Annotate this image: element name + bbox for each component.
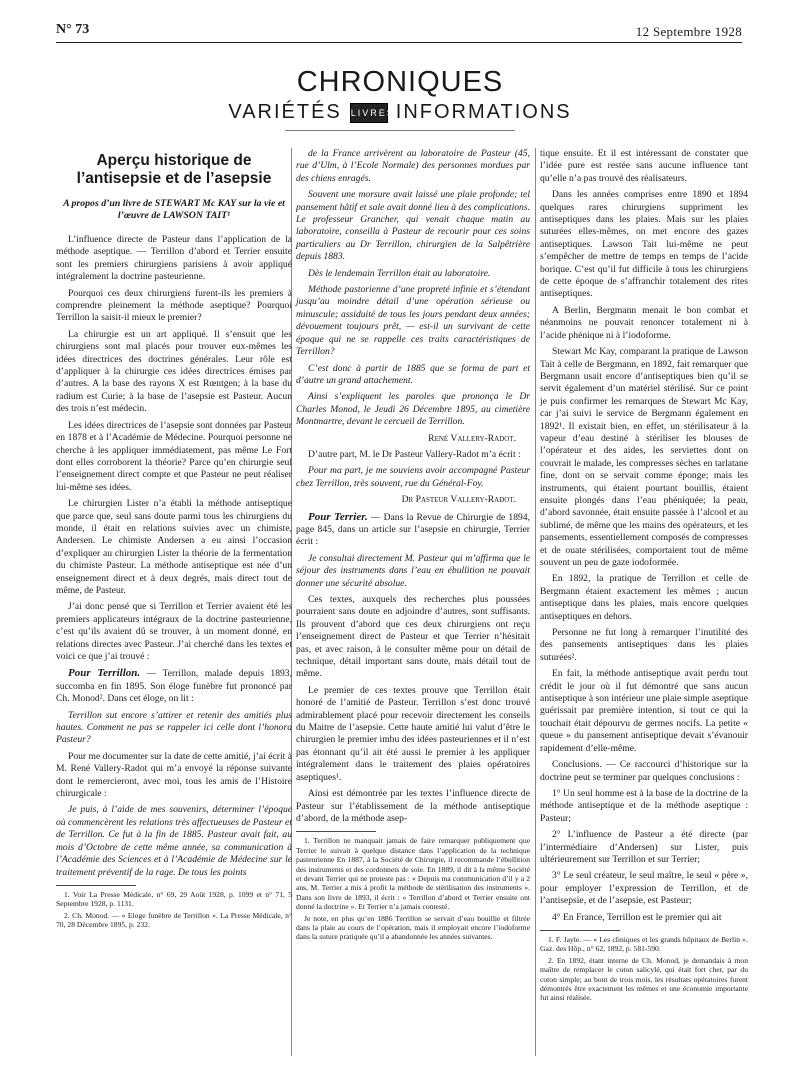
paragraph: En 1892, la pratique de Terrillon et celle de Bergmann étaient exactement les mêmes ; aucun antiseptique dans les plaies, mais encore quelques antiseptiques en dehors.	[540, 573, 748, 622]
paragraph: A Berlin, Bergmann menait le bon combat et néanmoins ne pouvait renoncer totalement ni à l’acide phénique ni à l’iodoforme.	[540, 304, 748, 341]
paragraph: Ces textes, auxquels des recherches plus poussées pourraient sans doute en adjoindre d’autres, sont suffisants. Ils prouvent d’abord que ces deux chirurgiens ont reçu l’enseignement direct de Pasteur et que Terrier n’hésitait pas, et avec raison, à le consulter même pour un détail de technique, détail important sans doute, mais détail tout de même.	[296, 594, 530, 680]
footnote: 1. Voir La Presse Médicale, n° 69, 29 Août 1928, p. 1099 et n° 71, 5 Septembre 1928, p. 1131.	[56, 889, 292, 909]
paragraph: Le chirurgien Lister n’a établi la méthode antiseptique que parce que, seul sans doute parmi tous les chirurgiens du monde, il était en relations suivies avec un chimiste, Andersen. Le chimiste Andersen a eu ainsi l’occasion d’expliquer au chirurgien Lister la théorie de la fermentation du chimiste Pasteur. La méthode antiseptique est née d’un enseignement direct et à deux degrés, mais direct tout de même, de Pasteur.	[56, 498, 292, 596]
footnote-rule	[540, 930, 620, 931]
footnote: 1. F. Jayle. — « Les cliniques et les grands hôpitaux de Berlin ». Gaz. des Hôp., n° 62, 1892, p. 581-590.	[540, 934, 748, 954]
signature: René Vallery-Radot.	[428, 432, 516, 444]
paragraph: 2° L’influence de Pasteur a été directe (par l’intermédiaire d’Andersen) sur Lister, puis ultérieurement sur Terrillon et sur Terrier;	[540, 829, 748, 865]
header-rule	[56, 42, 742, 43]
quote: Terrillon sut encore s’attirer et retenir des amitiés plus hautes. Comment ne pas se rappeler ici celle dont l’honora Pasteur?	[56, 709, 292, 746]
article-subtitle: A propos d’un livre de STEWART Mc KAY sur la vie et l’œuvre de LAWSON TAIT¹	[63, 198, 285, 221]
paragraph: Stewart Mc Kay, comparant la pratique de Lawson Tait à celle de Bergmann, en 1892, fait remarquer que Bergmann usait encore d’antiseptiques bien qu’il se servit également d’un matériel stérilisé. Sur ce point je puis confirmer les remarques de Stewart Mc Kay, car j’ai suivi le service de Bergmann également en 1892¹. Il existait bien, en effet, un stérilisateur à la vapeur d’eau destiné à stériliser les blouses de l’opérateur et des aides, les serviettes dont on couvrait le malade, les compresses sèches en tarlatane fine, dont on se servait comme éponge; mais les instruments, qui étaient pourtant bouillis, étaient ensuite plongés dans l’eau phéniquée; la peau, d’abord savonnée, était ensuite passée à l’alcool et au sublimé, de même que les mains des opérateurs, et les pansements, essentiellement composés de compresses et de ouate stérilisées, comportaient tout de même souvent un peu de gaze iodoformée.	[540, 346, 748, 568]
section-text: — Terrillon, malade depuis 1893, succomba en fin 1895. Son éloge funèbre fut prononcé par Ch. Monod². Dans cet éloge, on lit :	[56, 668, 292, 705]
paragraph: 1° Un seul homme est à la base de la doctrine de la méthode antiseptique et de la méthode aseptique : Pasteur;	[540, 787, 748, 824]
paragraph: tique ensuite. Et il est intéressant de constater que l’idée pure est restée sans aucune influence tant qu’elle n’a pas trouvé des réalisateurs.	[540, 148, 748, 184]
paragraph: Ainsi est démontrée par les textes l’influence directe de Pasteur sur l’établissement de la méthode antiseptique d’abord, de la méthode asep-	[296, 788, 530, 824]
masthead-left: VARIÉTÉS	[228, 101, 342, 123]
footnote: 2. En 1892, étant interne de Ch. Monod, je demandais à mon maître de remplacer le coton salicylé, qui était fort cher, par du coton simple; au bout de trois mois, les résultats opératoires furent démontrés être exactement les mêmes et une économie importante fut ainsi réalisée.	[540, 955, 748, 1003]
paragraph: 4° En France, Terrillon est le premier qui ait	[552, 911, 722, 923]
article-title: Aperçu historique de l’antisepsie et de l’asepsie	[76, 152, 272, 187]
masthead-logo-icon: LIVRES	[350, 103, 388, 123]
section-text: — Dans la Revue de Chirurgie de 1894, page 845, dans un article sur l’asepsie en chirurgie, Terrier écrit :	[296, 511, 530, 548]
quote: Dès le lendemain Terrillon était au laboratoire.	[308, 267, 491, 279]
masthead-rule	[285, 130, 515, 131]
quote: Pour ma part, je me souviens avoir accompagné Pasteur chez Terrillon, très souvent, rue du Général-Foy.	[296, 465, 530, 489]
masthead-title: CHRONIQUES	[296, 66, 504, 98]
paragraph: Dans les années comprises entre 1890 et 1894 quelques rares chirurgiens suppriment les antiseptiques dans les plaies. Mais sur les plaies suturées elles-mêmes, on met encore des gazes antiseptiques. Lawson Tait lui-même ne peut s’empêcher de mettre de temps en temps de l’acide borique. C’est qu’il fut difficile à tous les chirurgiens de cette époque de s’affranchir totalement des rites antiseptiques.	[540, 189, 748, 300]
section-heading: Pour Terrier.	[308, 510, 368, 523]
terrier-section	[296, 511, 530, 549]
footnote: Je note, en plus qu’en 1886 Terrillon se servait d’eau bouillie et filtrée dans la plaie au cours de l’opération, mais il employait encore l’iodoforme dans la suture pratiquée qu’il a abandonnée les années suivantes.	[296, 913, 530, 942]
paragraph: Pourquoi ces deux chirurgiens furent-ils les premiers à comprendre pleinement la méthode aseptique? Pourquoi Terrillon la saisit-il mieux le premier?	[56, 287, 292, 324]
quote: Méthode pastorienne d’une propreté infinie et s’étendant jusqu’au moindre détail d’une opération sérieuse ou minuscule; assiduité de tous les jours pendant deux années; dévouement toujours prêt, — est-il un survivant de cette époque qui ne se rappelle ces traits caractéristiques de Terrillon?	[296, 284, 530, 358]
column-2	[296, 148, 530, 944]
paragraph: Personne ne fut long à remarquer l’inutilité des des pansements antiseptiques dans les plaies suturées².	[540, 627, 748, 663]
masthead-subtitle	[0, 101, 800, 124]
footnote: 1. Terrillon ne manquait jamais de faire remarquer publiquement que Terrier le suivait à quelque distance dans l’application de la technique pasteurienne En 1887, à la Société de Chirurgie, il recommande l’ébullition des instruments et des cordonnets de soie. En 1889, il dit à la même Société et devant Terrier qui ne proteste pas : « Depuis ma communication d’il y a 2 ans, M. Terrier a mis à profit la méthode de stérilisation des instruments ». Dans son livre de 1893, il écrit : « Terrillon d’abord et Terrier ensuite ont donné la doctrine ». Et Terrier n’a jamais contesté.	[296, 836, 530, 912]
paragraph: En fait, la méthode antiseptique avait perdu tout crédit le jour où il fut démontré que sans aucun antiseptique à son intérieur une plaie simple aseptique guérissait par première intention, si tout ce qui la touchait était dépourvu de germes nocifs. La petite « queue » du pansement antiseptique devait s’évanouir rapidement d’elle-même.	[540, 668, 748, 754]
footnote-rule	[296, 831, 376, 832]
footnote-rule	[56, 885, 136, 886]
column-1	[56, 148, 292, 932]
quote: C’est donc à partir de 1885 que se forma de part et d’autre un grand attachement.	[296, 362, 530, 386]
masthead	[0, 66, 800, 131]
quote: Souvent une morsure avait laissé une plaie profonde; tel pansement hâtif et sale avait donné lieu à des complications. Le professeur Grancher, qui venait chaque matin au laboratoire, conseilla à Pasteur de recourir pour ces soins particuliers au Dr Terrillon, chirurgien de la Salpêtrière depuis 1883.	[296, 189, 530, 263]
masthead-right: INFORMATIONS	[395, 101, 572, 123]
paragraph: 3° Le seul créateur, le seul maître, le seul « père », pour employer l’expression de Terrillon, et de l’antisepsie, et de l’asepsie, est Pasteur;	[540, 870, 748, 907]
quote: Ainsi s’expliquent les paroles que prononça le Dr Charles Monod, le Jeudi 26 Décembre 1895, au cimetière Montmartre, devant le cercueil de Terrillon.	[296, 391, 530, 428]
paragraph: J’ai donc pensé que si Terrillon et Terrier avaient été les premiers applicateurs intégraux de la doctrine pasteurienne, c’est qu’ils avaient dû se trouver, à un moment donné, en relations directes avec Pasteur. J’ai cherché dans les textes et voici ce que j’ai trouvé :	[56, 601, 292, 662]
column-divider	[535, 148, 536, 1056]
section-heading: Pour Terrillon.	[68, 667, 141, 680]
quote: Je consultai directement M. Pasteur qui m’affirma que le séjour des instruments dans l’eau en ébullition ne pouvait donner une sécurité absolue.	[296, 552, 530, 589]
footnote: 2. Ch. Monod. — « Eloge funèbre de Terrillon ». La Presse Médicale, n° 70, 28 Décembre 1895, p. 232.	[56, 910, 292, 930]
paragraph: D’autre part, M. le Dr Pasteur Vallery-Radot m’a écrit :	[308, 448, 521, 460]
quote: Je puis, à l’aide de mes souvenirs, déterminer l’époque où commencèrent les relations très affectueuses de Pasteur et de Terrillon. Ce fut à la fin de 1885. Pasteur avait fait, au mois d’Octobre de cette même année, sa communication à l’Académie des Sciences et à l’Académie de Médecine sur le traitement préventif de la rage. De tous les points	[56, 804, 292, 878]
paragraph: Le premier de ces textes prouve que Terrillon était honoré de l’amitié de Pasteur. Terrillon s’est donc trouvé admirablement placé pour recevoir directement les conseils du Maitre de l’asepsie. Cette haute amitié lui valut d’être le chirurgien le premier imbu des idées pasteuriennes et il n’est pas étonnant qu’il ait été aussi le premier à les appliquer intégralement dans le traitement des plaies opératoires aseptiques¹.	[296, 684, 530, 783]
paragraph: Pour me documenter sur la date de cette amitié, j’ai écrit à M. René Vallery-Radot qui m’a envoyé la réponse suivante dont le remercieront, avec moi, tous les amis de l’Histoire chirurgicale :	[56, 750, 292, 800]
paragraph: L’influence directe de Pasteur dans l’application de la méthode aseptique. — Terrillon d’abord et Terrier ensuite sont les premiers chirurgiens parisiens à avoir appliqué intégralement la doctrine pasteurienne.	[56, 234, 292, 283]
paragraph: Les idées directrices de l’asepsie sont données par Pasteur en 1878 et à l’Académie de Médecine. Pourquoi personne ne cherche à les appliquer immédiatement, pas même Le Fort dont elles corroborent la théorie? Parce qu’en chirurgie seul l’enseignement direct compte et que Pasteur ne peut réaliser lui-même ses idées.	[56, 419, 292, 493]
signature: Dr Pasteur Vallery-Radot.	[401, 494, 516, 506]
paragraph: Conclusions. — Ce raccourci d’historique sur la doctrine peut se terminer par quelques conclusions :	[540, 759, 748, 783]
issue-date: 12 Septembre 1928	[635, 24, 742, 39]
quote: de la France arrivèrent au laboratoire de Pasteur (45, rue d’Ulm, à l’Ecole Normale) des personnes mordues par des chiens enragés.	[296, 148, 530, 184]
terrillon-section	[56, 667, 292, 705]
column-3	[540, 148, 748, 1005]
issue-number: N° 73	[56, 22, 90, 37]
paragraph: La chirurgie est un art appliqué. Il s’ensuit que les chirurgiens sont mal placés pour trouver eux-mêmes les idées directrices des doctrines générales. Leur rôle est d’appliquer à la chirurgie ces idées directrices émises par d’autres. A la base des rayons X est Rœntgen; à la base du radium est Curie; à la base de l’asepsie est Pasteur. Aucun des trois n’est médecin.	[56, 328, 292, 415]
